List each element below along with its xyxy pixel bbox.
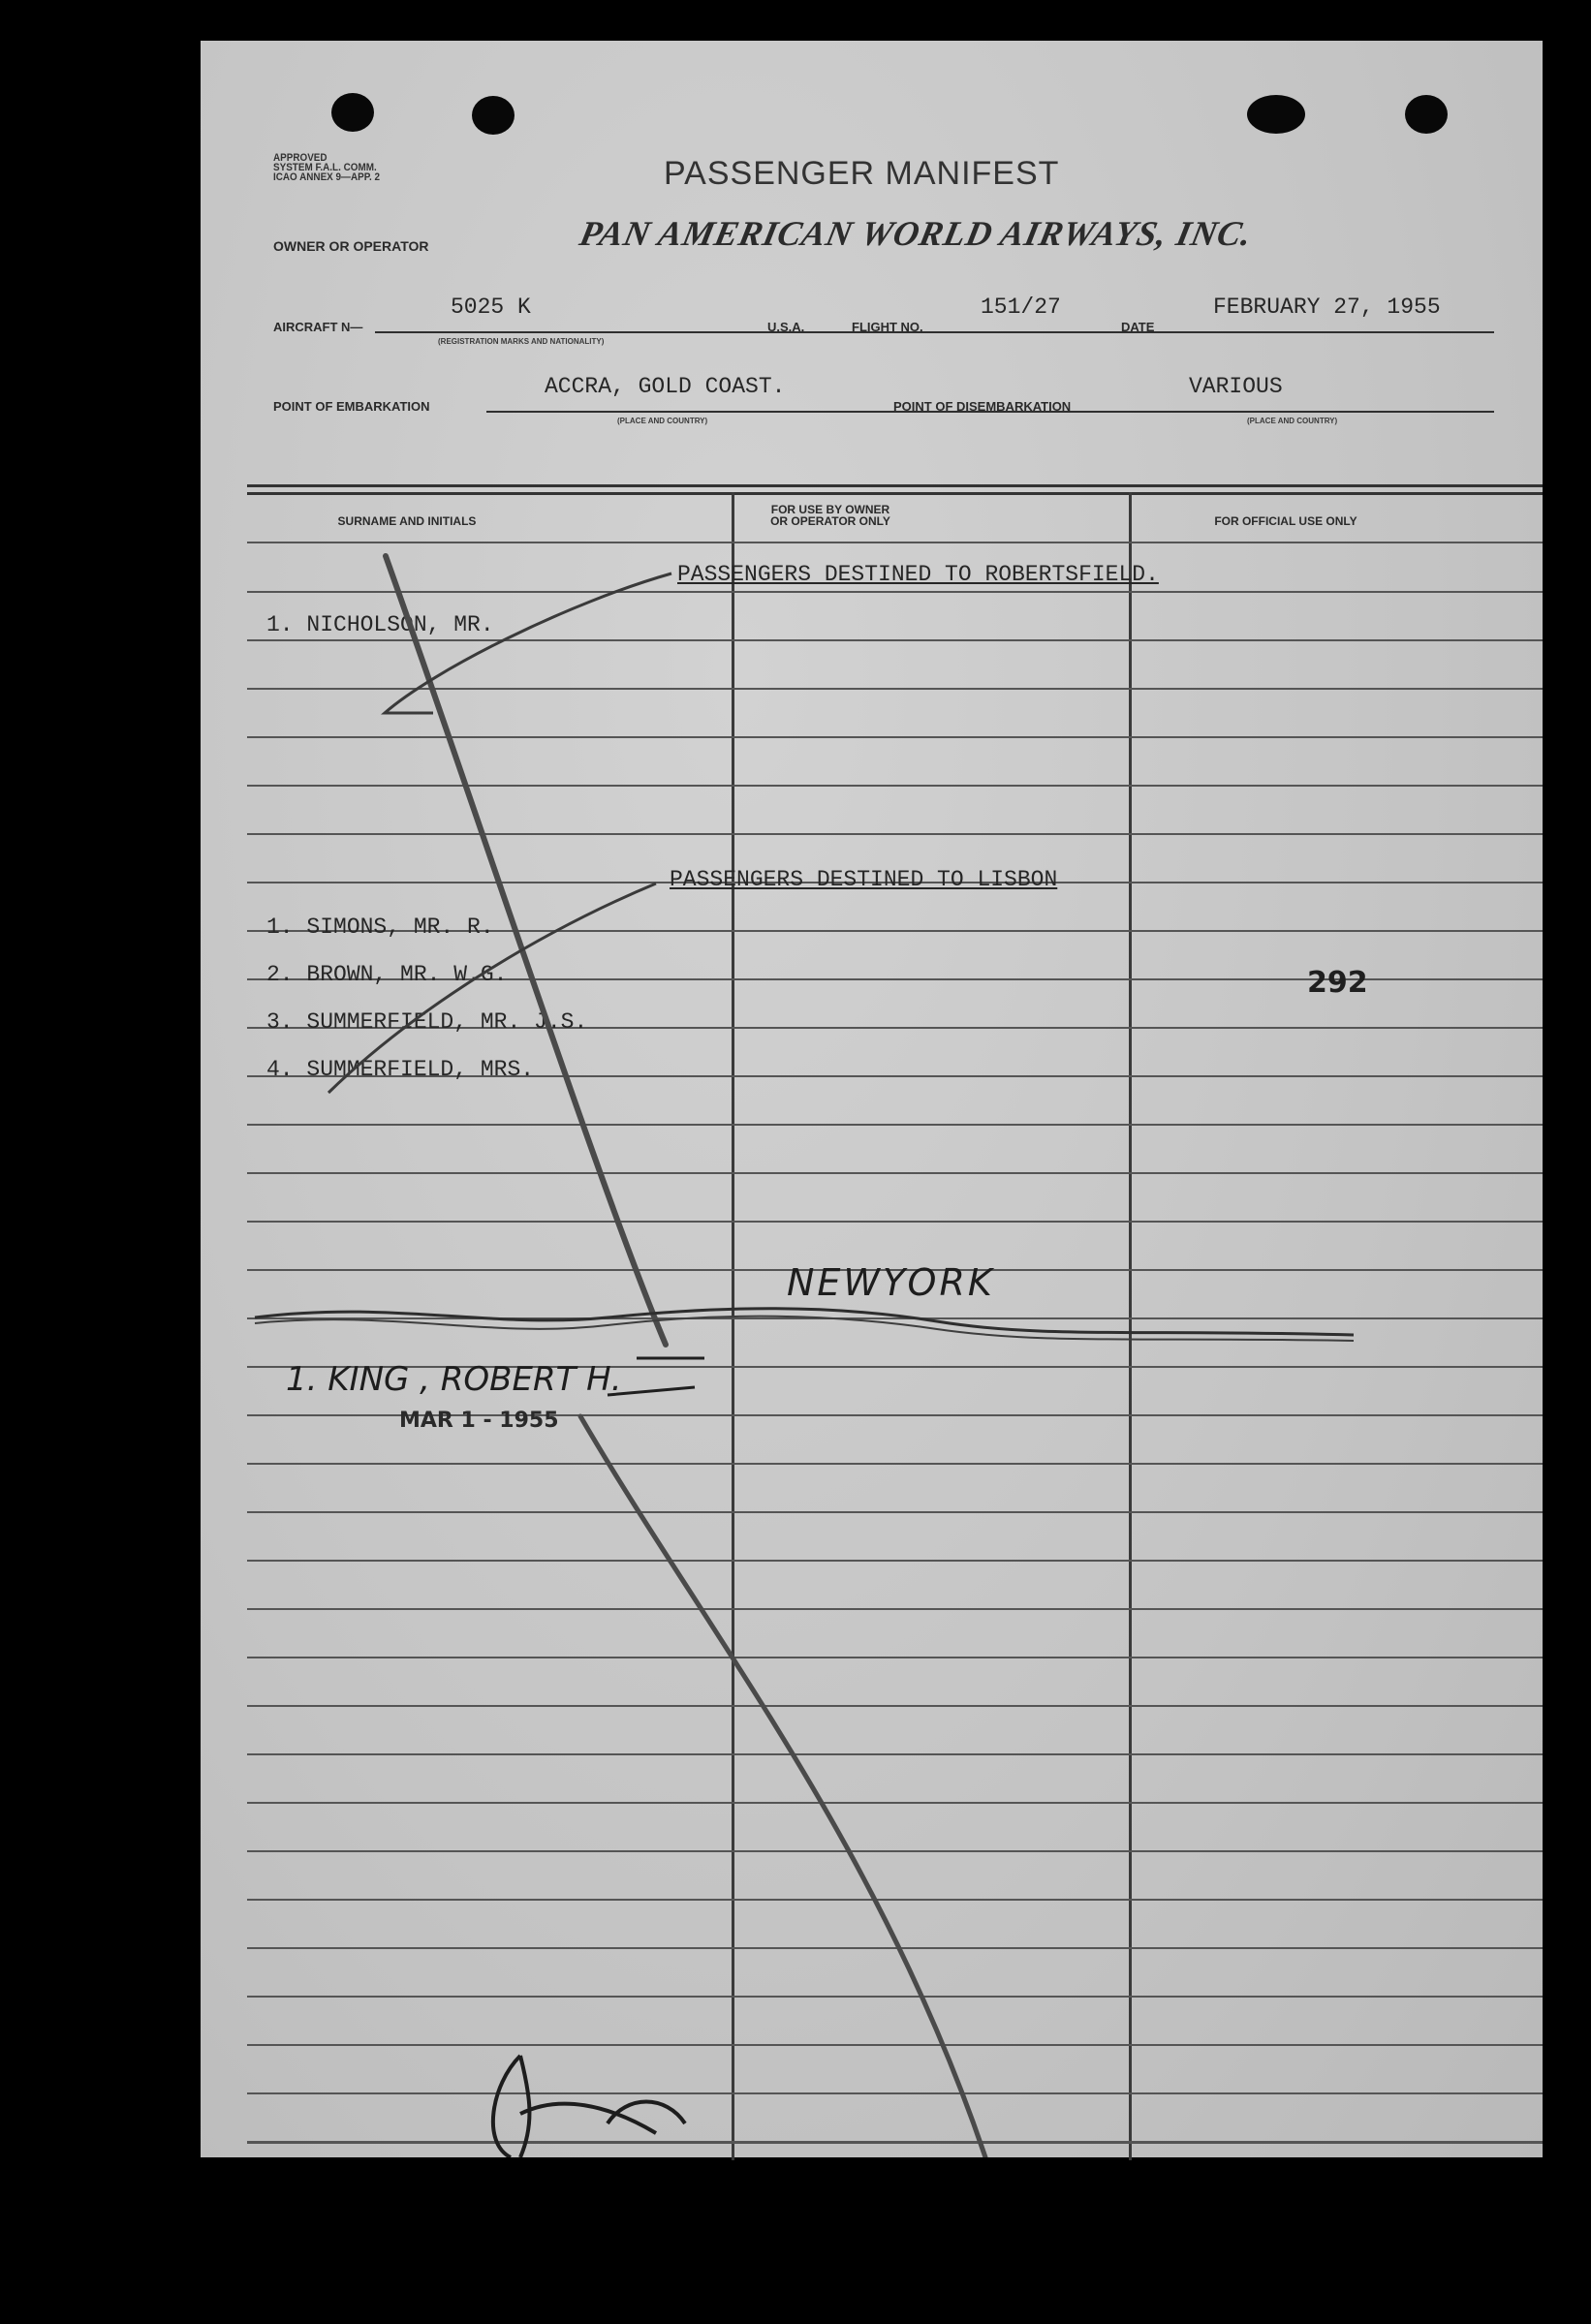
pencil-marks bbox=[201, 41, 1543, 2157]
place-note: (PLACE AND COUNTRY) bbox=[617, 417, 708, 425]
signature bbox=[493, 2056, 685, 2157]
registration-note: (REGISTRATION MARKS AND NATIONALITY) bbox=[438, 337, 605, 346]
airline-name: PAN AMERICAN WORLD AIRWAYS, INC. bbox=[576, 214, 1257, 253]
column-header-official-use: FOR OFFICIAL USE ONLY bbox=[1214, 514, 1357, 528]
embarkation-label: POINT OF EMBARKATION bbox=[273, 399, 430, 414]
wavy-divider bbox=[255, 1317, 1354, 1341]
handwritten-passenger: 1. KING , ROBERT H. bbox=[286, 1360, 622, 1399]
passenger-entry: 4. SUMMERFIELD, MRS. bbox=[266, 1057, 535, 1082]
passenger-entry: 1. NICHOLSON, MR. bbox=[266, 612, 494, 637]
passenger-entry: 3. SUMMERFIELD, MR. J.S. bbox=[266, 1009, 588, 1035]
date-value: FEBRUARY 27, 1955 bbox=[1213, 294, 1441, 320]
column-header-owner-use: FOR USE BY OWNER OR OPERATOR ONLY bbox=[770, 503, 890, 528]
pencil-stroke bbox=[385, 573, 671, 713]
passenger-entry: 1. SIMONS, MR. R. bbox=[266, 914, 494, 940]
passenger-entry: 2. BROWN, MR. W.G. bbox=[266, 962, 508, 987]
flight-label: FLIGHT NO. bbox=[852, 320, 923, 334]
disembarkation-label: POINT OF DISEMBARKATION bbox=[893, 399, 1072, 414]
disembarkation-value: VARIOUS bbox=[1189, 374, 1283, 399]
manifest-page bbox=[201, 41, 1543, 2157]
approval-note: APPROVED SYSTEM F.A.L. COMM. ICAO ANNEX 9—APP. 2 bbox=[273, 152, 381, 183]
aircraft-value: 5025 K bbox=[451, 294, 531, 320]
handwritten-destination: NEWYORK bbox=[787, 1261, 995, 1304]
owner-label: OWNER OR OPERATOR bbox=[273, 238, 429, 254]
place-note: (PLACE AND COUNTRY) bbox=[1247, 417, 1338, 425]
aircraft-label: AIRCRAFT N— bbox=[273, 320, 363, 334]
date-stamp: MAR 1 - 1955 bbox=[399, 1409, 559, 1433]
group-heading: PASSENGERS DESTINED TO ROBERTSFIELD. bbox=[677, 562, 1159, 587]
pencil-stroke bbox=[580, 1416, 985, 2157]
group-heading: PASSENGERS DESTINED TO LISBON bbox=[670, 867, 1058, 892]
pencil-stroke bbox=[386, 556, 666, 1345]
pencil-stroke bbox=[328, 883, 656, 1093]
usa-label: U.S.A. bbox=[767, 320, 805, 334]
date-label: DATE bbox=[1121, 320, 1155, 334]
flight-value: 151/27 bbox=[981, 294, 1061, 320]
official-number: 292 bbox=[1307, 966, 1368, 1000]
wavy-divider bbox=[255, 1309, 1354, 1335]
handwritten-stroke bbox=[608, 1358, 704, 1395]
page-title: PASSENGER MANIFEST bbox=[664, 155, 1060, 192]
embarkation-value: ACCRA, GOLD COAST. bbox=[545, 374, 786, 399]
column-header-surname: SURNAME AND INITIALS bbox=[337, 514, 477, 528]
